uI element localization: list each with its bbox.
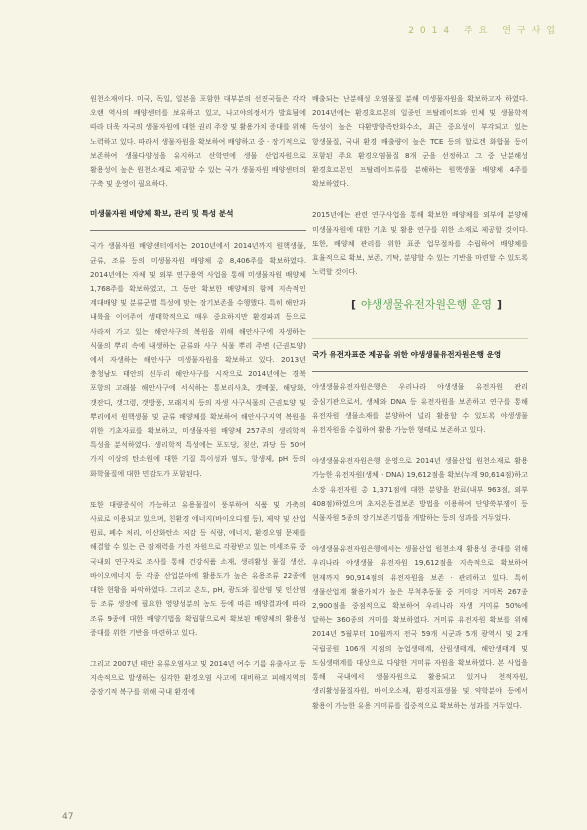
paragraph: 그리고 2007년 태안 유류오염사고 및 2014년 여수 기름 유출사고 등 지속적으로 발생하는 심각한 환경오염 사고에 대비하고 피해지역의 중장기적 복구를 위해 국내 환경에 (90, 658, 306, 697)
header-title: 2014 주요 연구사업 (408, 26, 561, 36)
page-number: 47 (62, 812, 74, 822)
bracket-open: [ (351, 298, 357, 312)
left-column (90, 92, 306, 717)
subsection-heading: 미생물자원 배양체 확보, 관리 및 특성 분석 (90, 209, 234, 219)
paragraph: 또한 대량증식이 가능하고 유용물질이 풍부하여 식품 및 가축의 사료로 이용되고 있으며, 친환경 에너지(바이오디젤 등), 제약 및 산업 원료, 폐수 처리, 이산화탄소 저감 등 식량, 에너지, 환경오염 문제를 해결할 수 있는 큰 잠재력을 가진 자원으로 각광받고 있는 미세조류 중 국내외 연구자로 조사를 통해 건강식품 소재, 생리활성 물질 생산, 바이오에너지 등 각종 산업분야에 활용도가 높은 유용조류 22종에 대한 현황을 파악하였다. 그리고 온도, pH, 광도와 질산염 및 인산염 등 조류 생장에 필요한 영양성분의 농도 등에 따른 배양결과에 따라 조류 9종에 대한 배양기법을 확립함으로써 확보된 배양체의 활용성 증대를 위한 기반을 마련하고 있다. (90, 499, 306, 637)
heading-divider (90, 230, 306, 231)
section-title-text: 야생생물유전자원은행 운영 (361, 298, 493, 312)
right-column (312, 92, 528, 730)
bracket-close: ] (497, 298, 503, 312)
heading-divider (312, 371, 528, 372)
section-divider (312, 338, 528, 339)
section-title (346, 296, 528, 312)
paragraph: 배출되는 난분해성 오염물질 분해 미생물자원을 확보하고자 하였다. 2014년에는 환경호르몬의 일종인 프탈레이트와 인체 및 생물학적 독성이 높은 다환방향족탄화수소, 최근 중요성이 부각되고 있는 항생물질, 국내 환경 배출량이 높은 TCE 등의 할로겐 화합물 등이 포함된 주요 환경오염물질 8개 군을 선정하고 그 중 난분해성 환경호르몬인 프탈레이트류를 분해하는 원핵생물 배양체 4주를 확보하였다. (312, 94, 528, 189)
paragraph: 국가 생물자원 배양센터에서는 2010년에서 2014년까지 원핵생물, 균류, 조류 등의 미생물자원 배양체 총 8,406주를 확보하였다. 2014년에는 자체 및 외부 연구용역 사업을 통해 미생물자원 배양체 1,768주를 확보하였고, 그 동안 확보한 배양체의 함께 지속적인 계대배양 및 분류군별 특성에 맞는 장기보존을 수행했다. 특히 해안과 내륙을 이어주어 생태학적으로 매우 중요하지만 환경파괴 등으로 사라져 가고 있는 해안사구의 복원을 위해 해안사구에 자생하는 식물의 뿌리 속에 내생하는 균류와 사구 식물 뿌리 주변 (근권토양)에서 자생하는 해안사구 미생물자원을 확보하고 있다. 2013년 충청남도 태안의 신두리 해안사구를 시작으로 2014년에는 경북 포항의 고래불 해안사구에 서식하는 통보리사초, 갯메꽃, 해당화, 갯잔디, 갯그령, 갯방풍, 모래지치 등의 자생 사구식물의 근권토양 및 뿌리에서 원핵생물 및 균류 배양체를 확보하여 해안사구지역 복원을 위한 기초자료를 확보하고, 미생물자원 배양체 257주의 생리학적 특성을 분석하였다. 생리학적 특성에는 포도당, 젖산, 과당 등 50여 가지 이상의 탄소원에 대한 기질 특이성과 염도, 항생제, pH 등의 화학물질에 대한 민감도가 포함된다. (90, 241, 306, 478)
paragraph: 야생생물유전자원은행 운영으로 2014년 생물산업 원천소재로 활용 가능한 유전자원(생체 · DNA) 19,612점을 확보(누계 90,614점)하고 소장 유전자원 총 1,371점에 대한 분양을 완료(내부 963점, 외부 408점)하였으며 초저온동결보존 방법을 이용하여 단양쑥부쟁이 등 식물자원 5종의 장기보존기법을 개발하는 등의 성과를 거두었다. (312, 456, 528, 523)
paragraph: 원천소재이다. 미국, 독일, 일본을 포함한 대부분의 선진국들은 각각 오랜 역사의 배양센터를 보유하고 있고, 나고야의정서가 발효됨에 따라 더욱 자국의 생물자원에 대한 권리 주장 및 활용가치 증대를 위해 노력하고 있다. 따라서 생물자원을 확보하여 배양하고 중 · 장기적으로 보존하여 생물다양성을 유지하고 산학연에 생물 산업자원으로 활용성이 높은 원천소재로 제공할 수 있는 국가 생물자원 배양센터의 구축 및 운영이 필요하다. (90, 94, 306, 189)
paragraph: 야생생물유전자원은행은 우리나라 야생생물 유전자원 관리 중심기관으로서, 생체와 DNA 등 유전자원을 보존하고 연구를 통해 유전자원 생물소재를 분양하여 널리 활용할 수 있도록 야생생물 유전자원을 수집하여 활용 가능한 형태로 보존하고 있다. (312, 382, 528, 435)
paragraph: 2015년에는 관련 연구사업을 통해 확보한 배양체를 외부에 분양해 미생물자원에 대한 기초 및 활용 연구를 위한 소재로 제공할 것이다. 또한, 배양체 관리를 위한 표준 업무절차를 수립하여 배양체를 효율적으로 확보, 보존, 기탁, 분양할 수 있는 기반을 마련할 수 있도록 노력할 것이다. (312, 210, 528, 277)
paragraph: 야생생물유전자원은행에서는 생물산업 원천소재 활용성 증대를 위해 우리나라 야생생물 유전자원 19,612점을 지속적으로 확보하여 현재까지 90,914점의 유전자원을 보존 · 관리하고 있다. 특히 생물산업계 활용가치가 높은 무척추동물 중 거미강 거미목 267종 2,900점을 중점적으로 확보하여 우리나라 자생 거미류 50%에 달하는 360종의 거미를 확보하였다. 거미류 유전자원 확보를 위해 2014년 5월부터 10월까지 전국 59개 시군과 5개 광역시 및 2개 국립공원 106개 지점의 농업생태계, 산림생태계, 해안생태계 및 도심생태계를 대상으로 다양한 거미류 자원을 확보하였다. 본 사업을 통해 국내에서 생물자원으로 활용되고 있거나 천적자원, 생리활성물질자원, 바이오소재, 환경지표생물 및 약학분야 등에서 활용이 가능한 유용 거미류를 집중적으로 확보하는 성과를 거두었다. (312, 544, 528, 710)
subsection-heading: 국가 유전자표준 제공을 위한 야생생물유전자원은행 운영 (312, 350, 502, 360)
